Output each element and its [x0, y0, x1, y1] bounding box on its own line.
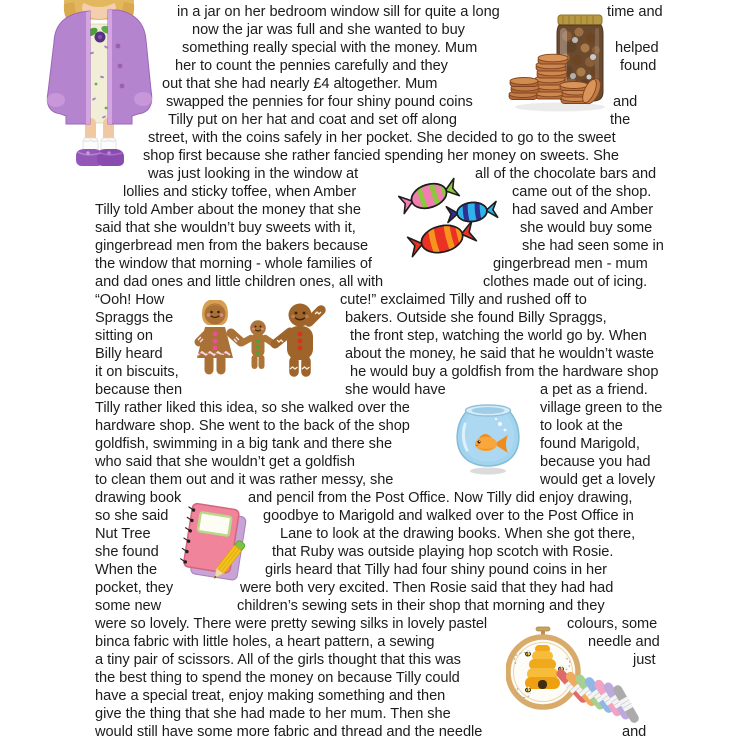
- story-line-38-seg-1: the best thing to spend the money on because Tilly could: [95, 670, 460, 686]
- story-line-6-seg-1: swapped the pennies for four shiny pound coins: [166, 94, 473, 110]
- story-line-27-seg-1: to clean them out and it was rather messy, she: [95, 472, 394, 488]
- story-line-32-seg-2: girls heard that Tilly had four shiny pound coins in her: [265, 562, 607, 578]
- story-line-19-seg-2: the front step, watching the world go by. When: [350, 328, 647, 344]
- story-line-14-seg-1: gingerbread men from the bakers because: [95, 238, 369, 254]
- story-line-15-seg-2: gingerbread men - mum: [493, 256, 648, 272]
- story-line-21-seg-1: it on biscuits,: [95, 364, 179, 380]
- story-line-36-seg-2: needle and: [588, 634, 660, 650]
- sweets-icon: [398, 174, 506, 260]
- story-line-1-seg-1: in a jar on her bedroom window sill for quite a long: [177, 4, 500, 20]
- story-line-26-seg-1: who said that she wouldn’t get a goldfish: [95, 454, 355, 470]
- story-line-32-seg-1: When the: [95, 562, 158, 578]
- story-line-37-seg-2: just: [633, 652, 656, 668]
- story-line-10-seg-2: all of the chocolate bars and: [475, 166, 657, 182]
- story-line-29-seg-1: so she said: [95, 508, 169, 524]
- story-line-6-seg-2: and: [613, 94, 638, 110]
- story-line-5-seg-1: out that she had nearly £4 altogether. Mum: [162, 76, 438, 92]
- story-line-41-seg-1: would still have some more fabric and thread and the needle: [95, 724, 483, 736]
- story-line-20-seg-2: about the money, he said that he wouldn’t waste: [345, 346, 654, 362]
- story-line-3-seg-1: something really special with the money. Mum: [182, 40, 478, 56]
- story-line-18-seg-1: Spraggs the: [95, 310, 174, 326]
- story-line-35-seg-2: colours, some: [567, 616, 658, 632]
- penny-jar-image: [505, 14, 610, 114]
- story-line-40-seg-1: give the thing that she had made to her mum. Then she: [95, 706, 451, 722]
- story-line-13-seg-1: said that she wouldn’t buy sweets with it,: [95, 220, 356, 236]
- penny-jar-icon: [505, 14, 610, 114]
- story-line-27-seg-2: would get a lovely: [540, 472, 656, 488]
- story-line-2-seg-1: now the jar was full and she wanted to buy: [192, 22, 465, 38]
- story-line-41-seg-2: and: [622, 724, 647, 736]
- story-line-14-seg-2: she had seen some in: [522, 238, 664, 254]
- story-line-23-seg-1: Tilly rather liked this idea, so she walked over the: [95, 400, 410, 416]
- story-line-11-seg-2: came out of the shop.: [512, 184, 652, 200]
- fishbowl-image: [450, 398, 526, 476]
- story-line-10-seg-1: was just looking in the window at: [148, 166, 359, 182]
- story-line-30-seg-1: Nut Tree: [95, 526, 151, 542]
- story-line-25-seg-1: goldfish, swimming in a big tank and there she: [95, 436, 393, 452]
- story-line-19-seg-1: sitting on: [95, 328, 153, 344]
- story-line-11-seg-1: lollies and sticky toffee, when Amber: [123, 184, 357, 200]
- story-line-22-seg-3: a pet as a friend.: [540, 382, 648, 398]
- story-line-28-seg-2: and pencil from the Post Office. Now Tilly did enjoy drawing,: [248, 490, 633, 506]
- story-line-37-seg-1: a tiny pair of scissors. All of the girls thought that this was: [95, 652, 461, 668]
- story-line-17-seg-1: “Ooh! How: [95, 292, 165, 308]
- sweets-image: [398, 174, 506, 260]
- story-line-1-seg-2: time and: [607, 4, 663, 20]
- gingerbread-family-icon: [185, 300, 333, 382]
- story-line-26-seg-2: because you had: [540, 454, 651, 470]
- story-line-24-seg-2: to look at the: [540, 418, 623, 434]
- gingerbread-family-image: [185, 300, 333, 382]
- story-line-7-seg-2: the: [610, 112, 631, 128]
- story-line-33-seg-1: pocket, they: [95, 580, 174, 596]
- story-line-35-seg-1: were so lovely. There were pretty sewing silks in lovely pastel: [95, 616, 488, 632]
- story-line-12-seg-2: had saved and Amber: [512, 202, 654, 218]
- story-line-16-seg-2: clothes made out of icing.: [483, 274, 648, 290]
- story-line-8-seg-1: street, with the coins safely in her pocket. She decided to go to the sweet: [148, 130, 616, 146]
- story-line-36-seg-1: binca fabric with little holes, a heart pattern, a sewing: [95, 634, 435, 650]
- story-line-22-seg-2: she would have: [345, 382, 446, 398]
- story-line-4-seg-1: her to count the pennies carefully and they: [175, 58, 448, 74]
- story-line-22-seg-1: because then: [95, 382, 183, 398]
- story-line-18-seg-2: bakers. Outside she found Billy Spraggs,: [345, 310, 607, 326]
- story-line-9-seg-1: shop first because she rather fancied spending her money on sweets. She: [143, 148, 619, 164]
- story-line-12-seg-1: Tilly told Amber about the money that she: [95, 202, 361, 218]
- story-line-25-seg-2: found Marigold,: [540, 436, 640, 452]
- story-line-7-seg-1: Tilly put on her hat and coat and set off along: [168, 112, 457, 128]
- story-line-34-seg-2: children’s sewing sets in their shop that morning and they: [237, 598, 605, 614]
- story-line-39-seg-1: have a special treat, enjoy making something and then: [95, 688, 446, 704]
- story-line-21-seg-2: he would buy a goldfish from the hardware shop: [350, 364, 659, 380]
- story-line-20-seg-1: Billy heard: [95, 346, 163, 362]
- story-line-15-seg-1: the window that morning - whole families of: [95, 256, 372, 272]
- story-line-28-seg-1: drawing book: [95, 490, 182, 506]
- story-line-23-seg-2: village green to the: [540, 400, 663, 416]
- story-line-3-seg-2: helped: [615, 40, 659, 56]
- story-line-16-seg-1: and dad ones and little children ones, all with: [95, 274, 384, 290]
- story-line-24-seg-1: hardware shop. She went to the back of the shop: [95, 418, 410, 434]
- story-line-30-seg-2: Lane to look at the drawing books. When she got there,: [280, 526, 636, 542]
- story-line-13-seg-2: she would buy some: [520, 220, 653, 236]
- story-line-31-seg-2: that Ruby was outside playing hop scotch with Rosie.: [272, 544, 614, 560]
- story-line-33-seg-2: were both very excited. Then Rosie said that they had had: [240, 580, 614, 596]
- story-line-29-seg-2: goodbye to Marigold and walked over to the Post Office in: [263, 508, 634, 524]
- story-line-34-seg-1: some new: [95, 598, 162, 614]
- fishbowl-icon: [450, 398, 526, 476]
- story-line-4-seg-2: found: [620, 58, 657, 74]
- story-line-17-seg-2: cute!” exclaimed Tilly and rushed off to: [340, 292, 587, 308]
- story-line-31-seg-1: she found: [95, 544, 159, 560]
